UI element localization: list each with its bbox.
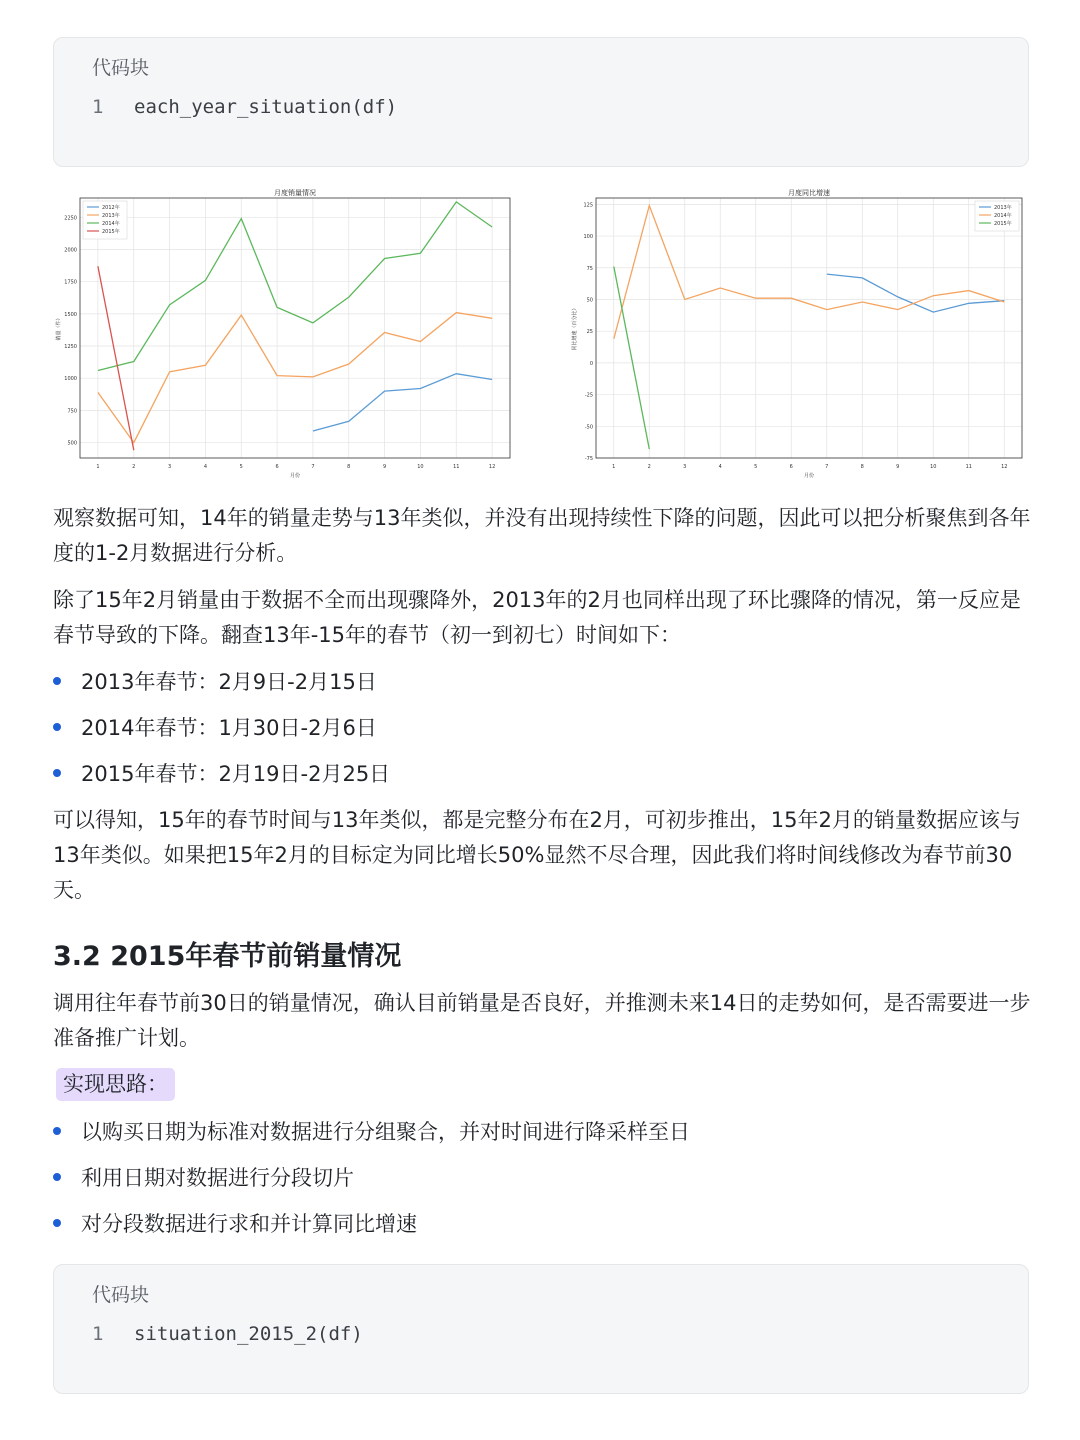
section-heading: 3.2 2015年春节前销量情况 [53,941,402,972]
x-tick-label: 6 [275,464,279,470]
y-tick-label: 500 [67,440,77,447]
y-tick-label: 2000 [64,247,77,254]
x-tick-label: 11 [965,464,972,470]
list-item-text: 利用日期对数据进行分段切片 [81,1166,354,1190]
y-tick-label: 100 [583,234,593,241]
y-tick-label: 1250 [64,344,77,351]
list-item [53,667,377,697]
x-tick-label: 11 [453,464,460,470]
plot-frame [596,198,1022,458]
y-tick-label: 1750 [64,279,77,286]
legend-label: 2013年 [102,213,120,219]
series-line [313,374,492,431]
list-item-text: 2014年春节：1月30日-2月6日 [81,716,377,740]
legend-label: 2015年 [102,229,120,235]
y-tick-label: 25 [586,329,593,336]
bullet-dot [53,1127,61,1135]
x-tick-label: 7 [311,464,315,470]
y-tick-label: 125 [583,202,593,209]
legend-label: 2013年 [994,205,1012,211]
chart-title: 月度同比增速 [788,189,830,197]
list-item-text: 以购买日期为标准对数据进行分组聚合，并对时间进行降采样至日 [81,1120,690,1144]
x-axis-label: 月份 [289,473,301,478]
x-tick-label: 2 [647,464,651,470]
legend-label: 2014年 [994,213,1012,219]
series-line [98,313,492,443]
yoy-growth-chart [568,186,1034,478]
code-line[interactable] [92,96,397,118]
x-tick-label: 2 [132,464,136,470]
y-axis-label: 销量（件） [56,315,62,341]
code-line[interactable] [92,1323,363,1345]
x-tick-label: 6 [789,464,793,470]
growth-chart [568,186,1034,482]
series-line [98,202,492,371]
bullet-dot [53,677,61,685]
y-tick-label: 50 [586,297,593,304]
code-block-title: 代码块 [92,57,150,79]
paragraph: 调用往年春节前30日的销量情况，确认目前销量是否良好，并推测未来14日的走势如何，是否需要进一步准备推广计划。 [53,991,1031,1050]
x-tick-label: 10 [417,464,424,470]
code-text: each_year_situation(df) [134,96,398,118]
list-item [53,1209,417,1239]
x-tick-label: 5 [239,464,243,470]
list-item-text: 对分段数据进行求和并计算同比增速 [81,1212,417,1236]
paragraph: 可以得知，15年的春节时间与13年类似，都是完整分布在2月，可初步推出，15年2月的销量数据应该与13年类似。如果把15年2月的目标定为同比增长50%显然不尽合理，因此我们将时间线修改为春节前30天。 [53,808,1021,902]
y-tick-label: -25 [584,392,593,399]
x-tick-label: 5 [754,464,758,470]
x-tick-label: 9 [896,464,900,470]
x-tick-label: 1 [96,464,100,470]
legend-label: 2012年 [102,205,120,211]
list-item-text: 2015年春节：2月19日-2月25日 [81,762,391,786]
y-tick-label: 1000 [64,376,77,383]
list-item [53,1163,354,1193]
line-number: 1 [92,96,104,118]
legend-label: 2015年 [994,221,1012,227]
code-block [53,1264,1029,1394]
y-tick-label: 750 [67,408,77,415]
x-tick-label: 3 [683,464,687,470]
x-tick-label: 10 [930,464,937,470]
monthly-sales-chart [52,186,522,478]
x-tick-label: 12 [488,464,496,470]
line-number: 1 [92,1323,104,1345]
x-tick-label: 4 [203,464,208,470]
code-block [53,37,1029,167]
bullet-dot [53,723,61,731]
x-tick-label: 8 [347,464,351,470]
plot-frame [80,198,510,458]
series-line [614,206,1005,339]
bullet-dot [53,769,61,777]
paragraph: 除了15年2月销量由于数据不全而出现骤降外，2013年的2月也同样出现了环比骤降的情况，第一反应是春节导致的下降。翻查13年-15年的春节（初一到初七）时间如下： [53,588,1021,647]
y-tick-label: -75 [584,456,593,462]
list-item [53,759,390,789]
list-item-text: 2013年春节：2月9日-2月15日 [81,670,377,694]
y-axis-label: 同比增速（百分比） [572,305,578,351]
x-tick-label: 1 [612,464,616,470]
series-line [98,266,134,450]
chart-title: 月度销量情况 [274,189,316,197]
sales-chart [52,186,522,482]
highlight-tag: 实现思路： [56,1068,175,1101]
x-tick-label: 12 [1001,464,1008,470]
x-axis-label: 月份 [803,473,815,478]
code-text: situation_2015_2(df) [134,1323,363,1345]
list-item [53,1117,690,1147]
x-tick-label: 9 [382,464,387,470]
legend-label: 2014年 [102,221,120,227]
list-item [53,713,377,743]
x-tick-label: 4 [718,464,722,470]
bullet-dot [53,1219,61,1227]
x-tick-label: 7 [825,464,829,470]
paragraph: 观察数据可知，14年的销量走势与13年类似，并没有出现持续性下降的问题，因此可以把分析聚焦到各年度的1-2月数据进行分析。 [53,506,1031,565]
y-tick-label: 1500 [64,311,77,318]
x-tick-label: 3 [167,464,172,470]
y-tick-label: 0 [589,360,593,367]
x-tick-label: 8 [860,464,864,470]
y-tick-label: 75 [586,265,593,272]
code-block-title: 代码块 [92,1284,150,1306]
bullet-dot [53,1173,61,1181]
series-line [614,267,650,450]
y-tick-label: -50 [584,424,593,431]
y-tick-label: 2250 [64,215,77,222]
